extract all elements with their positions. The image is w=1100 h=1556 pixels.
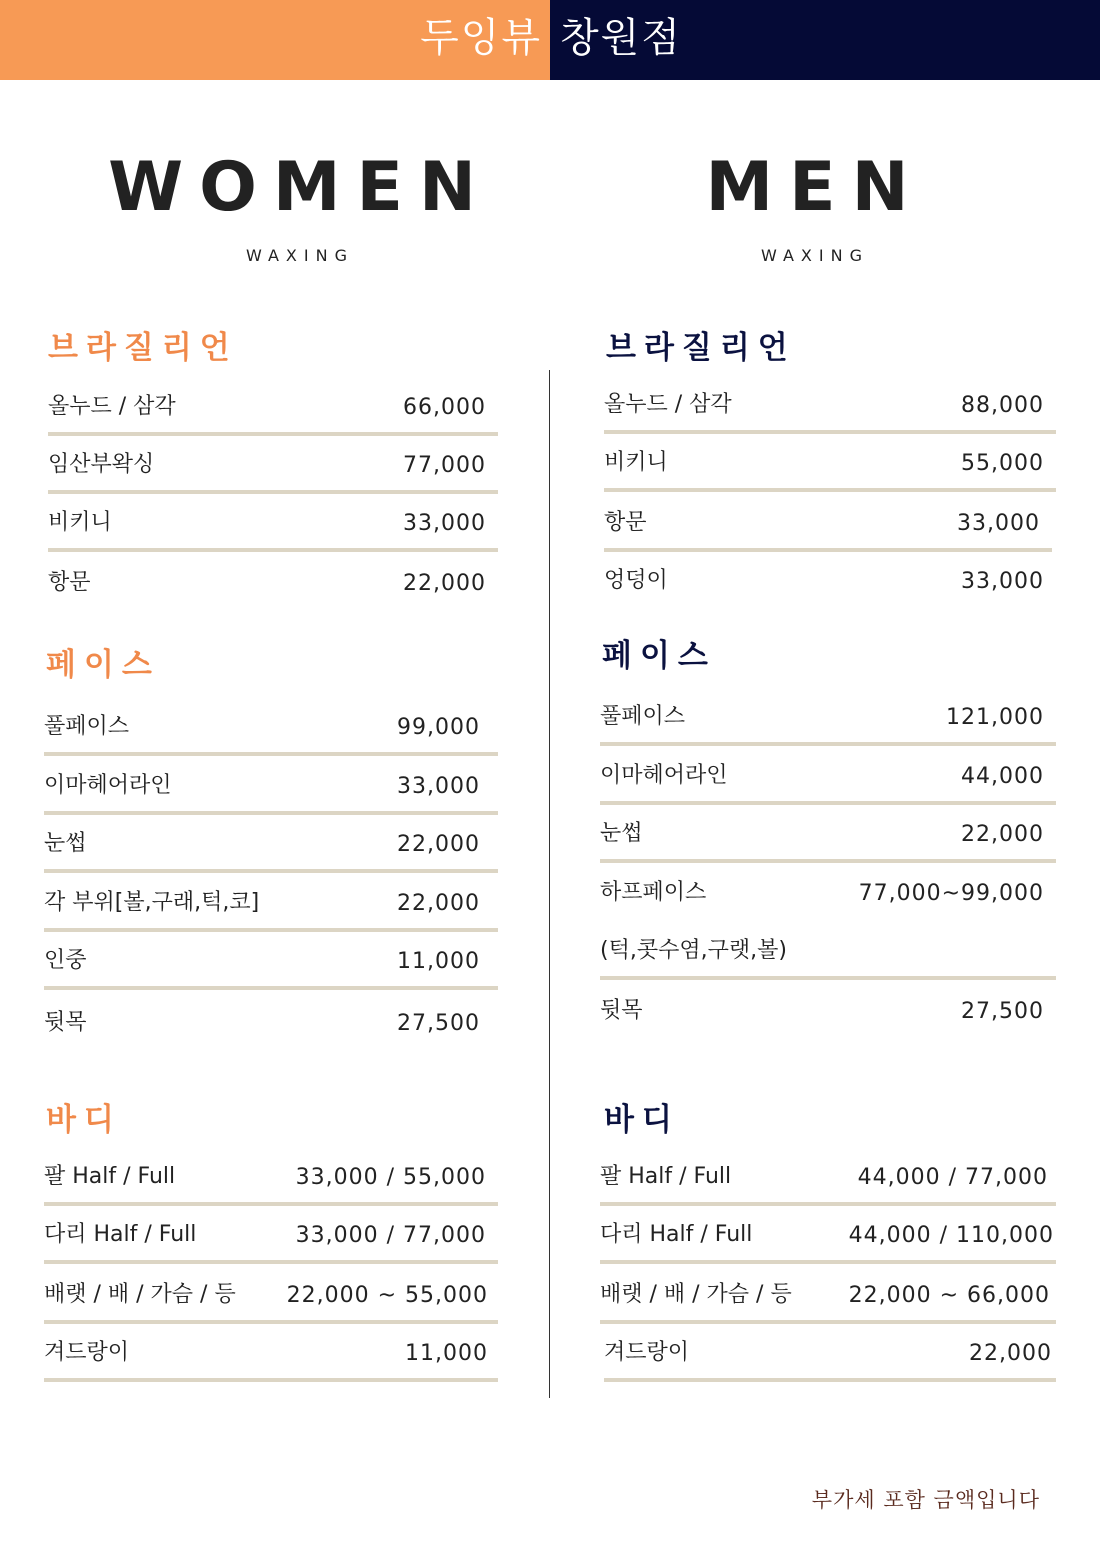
price-row bbox=[600, 743, 1056, 805]
banner-right bbox=[550, 0, 1100, 80]
item-name: 뒷목 bbox=[44, 1010, 87, 1035]
item-price: 33,000 bbox=[403, 511, 486, 536]
price-row bbox=[44, 753, 498, 815]
item-price: 22,000 bbox=[961, 822, 1044, 847]
price-row bbox=[48, 432, 498, 494]
item-name: 항문 bbox=[48, 570, 91, 595]
item-price: 77,000~99,000 bbox=[858, 881, 1044, 906]
item-name: 비키니 bbox=[604, 450, 668, 475]
item-name: 임산부왁싱 bbox=[48, 452, 155, 477]
women-face-heading: 페이스 bbox=[46, 647, 160, 683]
item-name: 비키니 bbox=[48, 510, 112, 535]
item-name: (턱,콧수염,구랫,볼) bbox=[600, 938, 787, 963]
item-name: 올누드 / 삼각 bbox=[48, 394, 176, 419]
item-name: 배랫 / 배 / 가슴 / 등 bbox=[44, 1282, 236, 1307]
price-row bbox=[44, 870, 498, 932]
item-price: 33,000 bbox=[397, 774, 480, 799]
item-name: 눈썹 bbox=[600, 821, 643, 846]
item-name: 이마헤어라인 bbox=[44, 773, 172, 798]
item-name: 팔 Half / Full bbox=[600, 1164, 732, 1189]
price-row bbox=[604, 490, 1052, 552]
item-price: 121,000 bbox=[946, 705, 1044, 730]
item-price: 66,000 bbox=[403, 395, 486, 420]
price-row bbox=[44, 811, 498, 873]
item-price: 22,000 bbox=[403, 571, 486, 596]
banner-left bbox=[0, 0, 550, 80]
item-name: 눈썹 bbox=[44, 831, 87, 856]
item-price: 88,000 bbox=[961, 393, 1044, 418]
item-name: 각 부위[볼,구래,턱,코] bbox=[44, 890, 260, 915]
men-subtitle: WAXING bbox=[761, 246, 869, 265]
item-price: 44,000 / 110,000 bbox=[848, 1223, 1054, 1248]
item-name: 항문 bbox=[604, 510, 647, 535]
item-price: 11,000 bbox=[397, 949, 480, 974]
item-price: 55,000 bbox=[961, 451, 1044, 476]
item-price: 99,000 bbox=[397, 715, 480, 740]
item-price: 27,500 bbox=[397, 1011, 480, 1036]
item-name: 뒷목 bbox=[600, 998, 643, 1023]
item-name: 배랫 / 배 / 가슴 / 등 bbox=[600, 1282, 792, 1307]
price-row bbox=[604, 430, 1056, 492]
column-divider bbox=[549, 370, 550, 1398]
price-row bbox=[600, 684, 1056, 746]
price-row bbox=[600, 860, 1056, 918]
price-row-note bbox=[600, 918, 1056, 980]
vat-notice: 부가세 포함 금액입니다 bbox=[811, 1488, 1040, 1512]
women-body-heading: 바디 bbox=[46, 1102, 122, 1138]
item-name: 다리 Half / Full bbox=[600, 1222, 753, 1247]
item-price: 33,000 bbox=[957, 511, 1040, 536]
men-face-heading: 페이스 bbox=[602, 638, 716, 674]
price-row bbox=[604, 372, 1056, 434]
price-row bbox=[44, 1202, 498, 1264]
price-row bbox=[44, 990, 498, 1048]
item-price: 33,000 / 77,000 bbox=[295, 1223, 486, 1248]
price-row bbox=[600, 1202, 1056, 1264]
item-name: 이마헤어라인 bbox=[600, 763, 728, 788]
item-name: 풀페이스 bbox=[600, 704, 686, 729]
item-name: 인중 bbox=[44, 948, 87, 973]
item-name: 팔 Half / Full bbox=[44, 1164, 176, 1189]
price-row bbox=[44, 1320, 498, 1382]
price-row bbox=[44, 928, 498, 990]
men-title: MEN bbox=[705, 148, 925, 227]
item-price: 22,000 bbox=[397, 891, 480, 916]
branch-name: 창원점 bbox=[560, 15, 682, 61]
price-row bbox=[48, 490, 498, 552]
item-name: 하프페이스 bbox=[600, 880, 707, 905]
item-price: 27,500 bbox=[961, 999, 1044, 1024]
item-price: 22,000 bbox=[969, 1341, 1052, 1366]
price-row bbox=[600, 978, 1056, 1036]
price-row bbox=[44, 694, 498, 756]
item-price: 22,000 ~ 66,000 bbox=[848, 1283, 1050, 1308]
item-name: 엉덩이 bbox=[604, 568, 668, 593]
price-row bbox=[48, 374, 498, 436]
item-price: 33,000 bbox=[961, 569, 1044, 594]
item-price: 44,000 / 77,000 bbox=[857, 1165, 1048, 1190]
men-brazilian-heading: 브라질리언 bbox=[606, 330, 796, 366]
women-subtitle: WAXING bbox=[246, 246, 354, 265]
women-title: WOMEN bbox=[108, 148, 492, 227]
price-row bbox=[600, 801, 1056, 863]
item-name: 풀페이스 bbox=[44, 714, 130, 739]
item-name: 겨드랑이 bbox=[604, 1340, 690, 1365]
price-row bbox=[600, 1144, 1056, 1206]
price-row bbox=[604, 1320, 1056, 1382]
item-price: 11,000 bbox=[405, 1341, 488, 1366]
item-price: 22,000 ~ 55,000 bbox=[286, 1283, 488, 1308]
price-row bbox=[600, 1262, 1056, 1324]
women-brazilian-heading: 브라질리언 bbox=[48, 330, 238, 366]
item-name: 겨드랑이 bbox=[44, 1340, 130, 1365]
item-name: 다리 Half / Full bbox=[44, 1222, 197, 1247]
price-row bbox=[44, 1262, 498, 1324]
price-row bbox=[44, 1144, 498, 1206]
item-price: 77,000 bbox=[403, 453, 486, 478]
item-price: 44,000 bbox=[961, 764, 1044, 789]
men-body-heading: 바디 bbox=[604, 1102, 680, 1138]
item-price: 33,000 / 55,000 bbox=[295, 1165, 486, 1190]
price-row bbox=[48, 550, 498, 608]
item-name: 올누드 / 삼각 bbox=[604, 392, 732, 417]
top-banner bbox=[0, 0, 1100, 80]
price-row bbox=[604, 548, 1056, 606]
item-price: 22,000 bbox=[397, 832, 480, 857]
brand-name: 두잉뷰 bbox=[420, 15, 542, 61]
